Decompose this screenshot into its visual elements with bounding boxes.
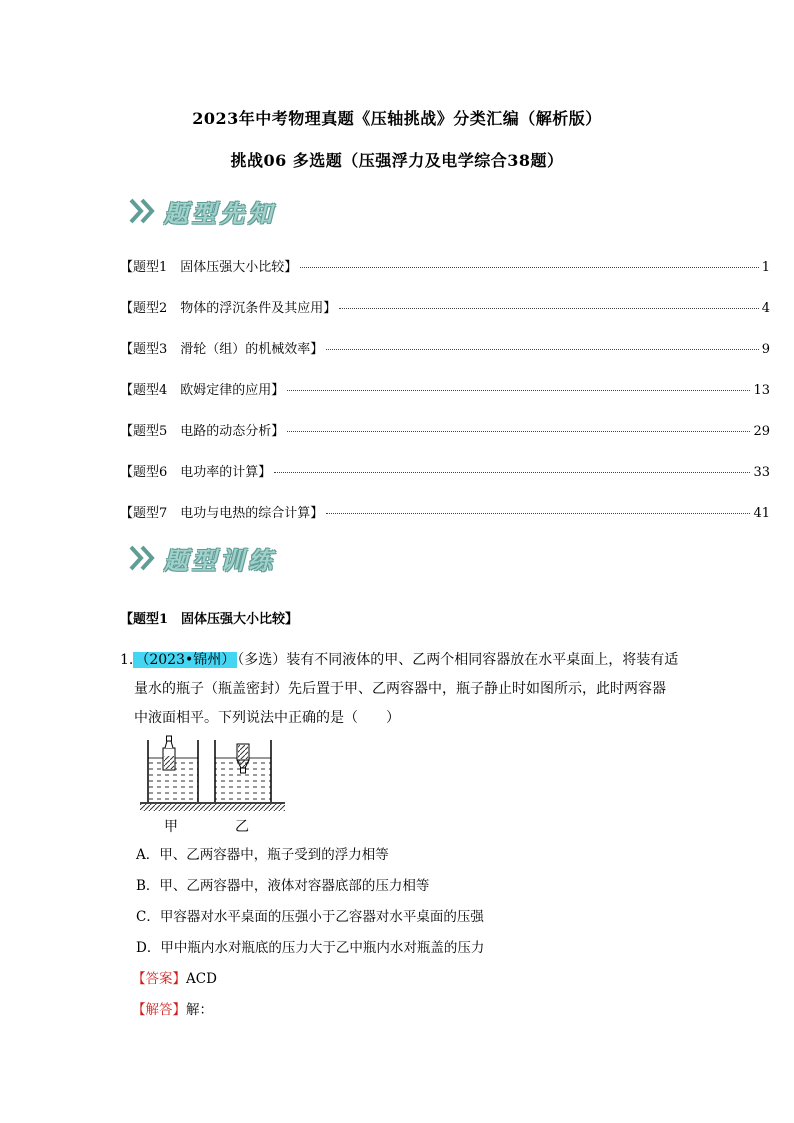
toc-entry-label: 【题型6 电功率的计算】 (120, 465, 272, 480)
double-chevron-icon (128, 196, 158, 226)
toc-entry[interactable] (120, 256, 770, 275)
double-chevron-icon (128, 543, 158, 573)
solution-line (132, 998, 213, 1018)
toc-leader-dots (326, 513, 750, 514)
toc-entry-label: 【题型1 固体压强大小比较】 (120, 260, 298, 275)
toc-entry[interactable] (120, 502, 770, 521)
figure-label-yi: 乙 (235, 819, 249, 835)
source-tag: （2023•锦州） (135, 652, 236, 668)
toc-entry-page: 4 (761, 301, 770, 316)
toc-entry[interactable] (120, 420, 770, 439)
option-a[interactable]: A．甲、乙两容器中，瓶子受到的浮力相等 (136, 847, 389, 863)
document-subtitle: 挑战06 多选题（压强浮力及电学综合38题） (230, 151, 564, 170)
question-line-3: 中液面相平。下列说法中正确的是（ ） (134, 710, 400, 726)
toc-leader-dots (287, 390, 750, 391)
option-b[interactable]: B．甲、乙两容器中，液体对容器底部的压力相等 (136, 878, 430, 894)
toc-leader-dots (274, 472, 750, 473)
toc-entry-label: 【题型5 电路的动态分析】 (120, 424, 285, 439)
toc-entry-page: 29 (753, 424, 770, 439)
question-line-1 (120, 646, 678, 674)
question-number: 1. (120, 652, 134, 668)
toc-entry-page: 13 (753, 383, 770, 398)
toc-entry-page: 41 (753, 506, 770, 521)
section-overview-heading (128, 191, 276, 231)
section-training-title: 题型训练 (164, 545, 276, 575)
toc-entry-page: 9 (761, 342, 770, 357)
toc-entry[interactable] (120, 297, 770, 316)
toc-entry-page: 33 (753, 465, 770, 480)
toc-entry[interactable] (120, 338, 770, 357)
answer-label: 【答案】 (132, 971, 186, 987)
container-jia (148, 736, 198, 802)
section-overview-title: 题型先知 (164, 198, 276, 228)
answer-value: ACD (186, 971, 217, 987)
option-d[interactable]: D．甲中瓶内水对瓶底的压力大于乙中瓶内水对瓶盖的压力 (136, 940, 485, 956)
toc-entry[interactable] (120, 379, 770, 398)
question-line-2: 量水的瓶子（瓶盖密封）先后置于甲、乙两容器中，瓶子静止时如图所示，此时两容器 (134, 681, 666, 697)
toc-leader-dots (300, 267, 758, 268)
toc-entry-label: 【题型3 滑轮（组）的机械效率】 (120, 342, 324, 357)
solution-text: 解： (186, 1002, 213, 1018)
toc-entry-label: 【题型2 物体的浮沉条件及其应用】 (120, 301, 337, 316)
option-c[interactable]: C．甲容器对水平桌面的压强小于乙容器对水平桌面的压强 (136, 909, 484, 925)
containers-figure (140, 730, 290, 812)
toc-entry-label: 【题型4 欧姆定律的应用】 (120, 383, 285, 398)
question-text-1: （多选）装有不同液体的甲、乙两个相同容器放在水平桌面上，将装有适 (237, 652, 679, 668)
toc-leader-dots (287, 431, 750, 432)
toc-entry[interactable] (120, 461, 770, 480)
toc-leader-dots (339, 308, 758, 309)
toc-entry-label: 【题型7 电功与电热的综合计算】 (120, 506, 324, 521)
question-type-heading: 【题型1 固体压强大小比较】 (120, 612, 299, 627)
section-training-heading (128, 538, 276, 578)
toc-entry-page: 1 (761, 260, 770, 275)
toc-leader-dots (326, 349, 758, 350)
figure-label-jia: 甲 (164, 819, 178, 835)
container-yi (215, 740, 271, 802)
solution-label: 【解答】 (132, 1002, 186, 1018)
document-title: 2023年中考物理真题《压轴挑战》分类汇编（解析版） (192, 109, 602, 128)
answer-line (132, 967, 217, 987)
